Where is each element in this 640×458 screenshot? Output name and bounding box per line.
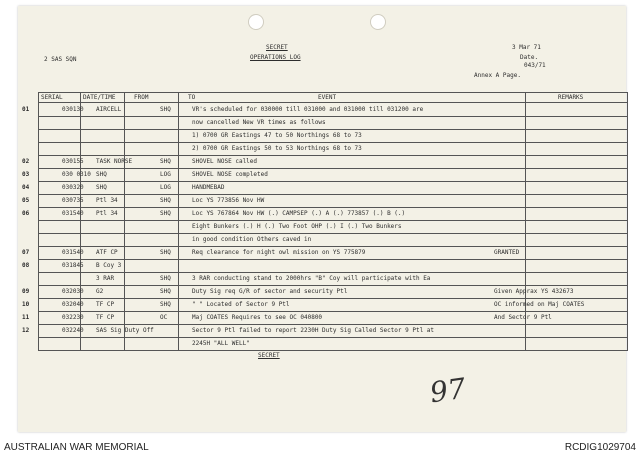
row-rule [38,311,628,312]
table-cell-event: in good condition Others caved in [192,236,312,243]
punch-hole [248,14,264,30]
table-cell-serial: 04 [22,184,30,191]
table-cell-to: OC [160,314,168,321]
table-cell-time: 032230 [62,314,84,321]
credit-left: AUSTRALIAN WAR MEMORIAL [4,442,149,453]
annex-label: Annex A Page. [474,72,521,79]
table-cell-event: HANDMEBAD [192,184,225,191]
table-cell-event: 2) 0700 GR Eastings 50 to 53 Northings 68 to 73 [192,145,362,152]
table-cell-serial: 07 [22,249,30,256]
log-sheet [18,6,626,432]
table-cell-from: SAS Sig Duty Off [96,327,154,334]
table-cell-from: Ptl 34 [96,210,118,217]
table-cell-from: AIRCELL [96,106,122,113]
operations-log-table [22,92,628,350]
row-rule [38,220,628,221]
unit-name: 2 SAS SQN [44,56,77,63]
table-cell-serial: 03 [22,171,30,178]
table-cell-time: 032030 [62,288,84,295]
row-rule [38,181,628,182]
punch-hole [370,14,386,30]
row-rule [38,233,628,234]
log-title: OPERATIONS LOG [250,54,301,61]
row-rule [38,350,628,351]
table-cell-time: 030735 [62,197,84,204]
reference-number: 043/71 [524,62,546,69]
table-cell-event: now cancelled New VR times as follows [192,119,326,126]
table-cell-time: 031845 [62,262,84,269]
table-cell-serial: 01 [22,106,30,113]
date-value: 3 Mar 71 [512,44,541,51]
table-cell-to: SHQ [160,106,171,113]
table-cell-event: Loc YS 773856 Nov HW [192,197,265,204]
table-cell-event: SHOVEL NOSE called [192,158,258,165]
row-rule [38,168,628,169]
table-cell-time: 030155 [62,158,84,165]
col-header-serial: SERIAL [41,94,63,101]
table-cell-from: Ptl 34 [96,197,118,204]
table-cell-to: SHQ [160,275,171,282]
table-cell-event: VR's scheduled for 030000 till 031000 and 031000 till 031200 are [192,106,424,113]
col-header-remarks: REMARKS [558,94,584,101]
classification-bottom: SECRET [258,352,280,359]
row-rule [38,272,628,273]
row-rule [38,298,628,299]
table-cell-time: 032240 [62,327,84,334]
table-cell-event: Req clearance for night owl mission on YS 775879 [192,249,366,256]
table-cell-event: Duty Sig req G/R of sector and security Ptl [192,288,348,295]
table-cell-to: LOG [160,184,171,191]
table-cell-from: B Coy 3 [96,262,122,269]
table-cell-event: 3 RAR conducting stand to 2000hrs "B" Coy will participate with Ea [192,275,431,282]
col-header-datetime: DATE/TIME [83,94,116,101]
table-cell-serial: 02 [22,158,30,165]
handwritten-page-number: 97 [427,371,468,410]
table-cell-time: 031540 [62,249,84,256]
table-cell-to: SHQ [160,249,171,256]
table-cell-time: 030130 [62,106,84,113]
table-cell-serial: 06 [22,210,30,217]
table-cell-serial: 11 [22,314,30,321]
table-cell-to: SHQ [160,288,171,295]
table-cell-serial: 05 [22,197,30,204]
table-cell-from: ATF CP [96,249,118,256]
table-cell-serial: 12 [22,327,30,334]
table-cell-to: SHQ [160,210,171,217]
table-cell-to: LOG [160,171,171,178]
date-label: Date. [520,54,539,61]
row-rule [38,116,628,117]
table-cell-from: 3 RAR [96,275,115,282]
table-cell-from: G2 [96,288,104,295]
table-cell-serial: 10 [22,301,30,308]
table-cell-time: 030320 [62,184,84,191]
table-cell-from: TF CP [96,301,115,308]
table-cell-remarks: OC informed on Maj COATES [494,301,585,308]
row-rule [38,142,628,143]
table-cell-from: SHQ [96,184,107,191]
table-cell-remarks: And Sector 9 Ptl [494,314,552,321]
row-rule [38,285,628,286]
col-header-from: FROM [134,94,149,101]
table-cell-event: 2245H "ALL WELL" [192,340,250,347]
credit-right: RCDIG1029704 [564,442,636,453]
table-cell-event: Maj COATES Requires to see OC 040800 [192,314,323,321]
row-rule [38,246,628,247]
table-cell-event: " " Located of Sector 9 Ptl [192,301,290,308]
row-rule [38,207,628,208]
row-rule [38,129,628,130]
table-cell-time: 032040 [62,301,84,308]
table-cell-time: 031540 [62,210,84,217]
table-cell-remarks: Given Apprax YS 432673 [494,288,574,295]
row-rule [38,324,628,325]
table-cell-remarks: GRANTED [494,249,520,256]
table-cell-event: Eight Bunkers (.) H (.) Two Foot OHP (.) I (.) Two Bunkers [192,223,402,230]
table-cell-event: SHOVEL NOSE completed [192,171,268,178]
row-rule [38,259,628,260]
table-cell-to: SHQ [160,158,171,165]
row-rule [38,194,628,195]
table-cell-event: 1) 0700 GR Eastings 47 to 50 Northings 68 to 73 [192,132,362,139]
col-header-to: TO [188,94,196,101]
table-cell-from: TF CP [96,314,115,321]
table-cell-serial: 08 [22,262,30,269]
table-cell-from: TASK NORSE [96,158,133,165]
table-cell-event: Loc YS 767864 Nov HW (.) CAMPSEP (.) A (.) 773857 (.) B (.) [192,210,406,217]
classification-top: SECRET [266,44,288,51]
table-cell-from: SHQ [96,171,107,178]
table-cell-to: SHQ [160,197,171,204]
row-rule [38,337,628,338]
table-cell-time: 030 0310 [62,171,91,178]
table-cell-to: SHQ [160,301,171,308]
row-rule [38,155,628,156]
table-cell-serial: 09 [22,288,30,295]
table-cell-event: Sector 9 Ptl failed to report 2230H Duty Sig Called Sector 9 Ptl at [192,327,435,334]
col-header-event: EVENT [318,94,337,101]
